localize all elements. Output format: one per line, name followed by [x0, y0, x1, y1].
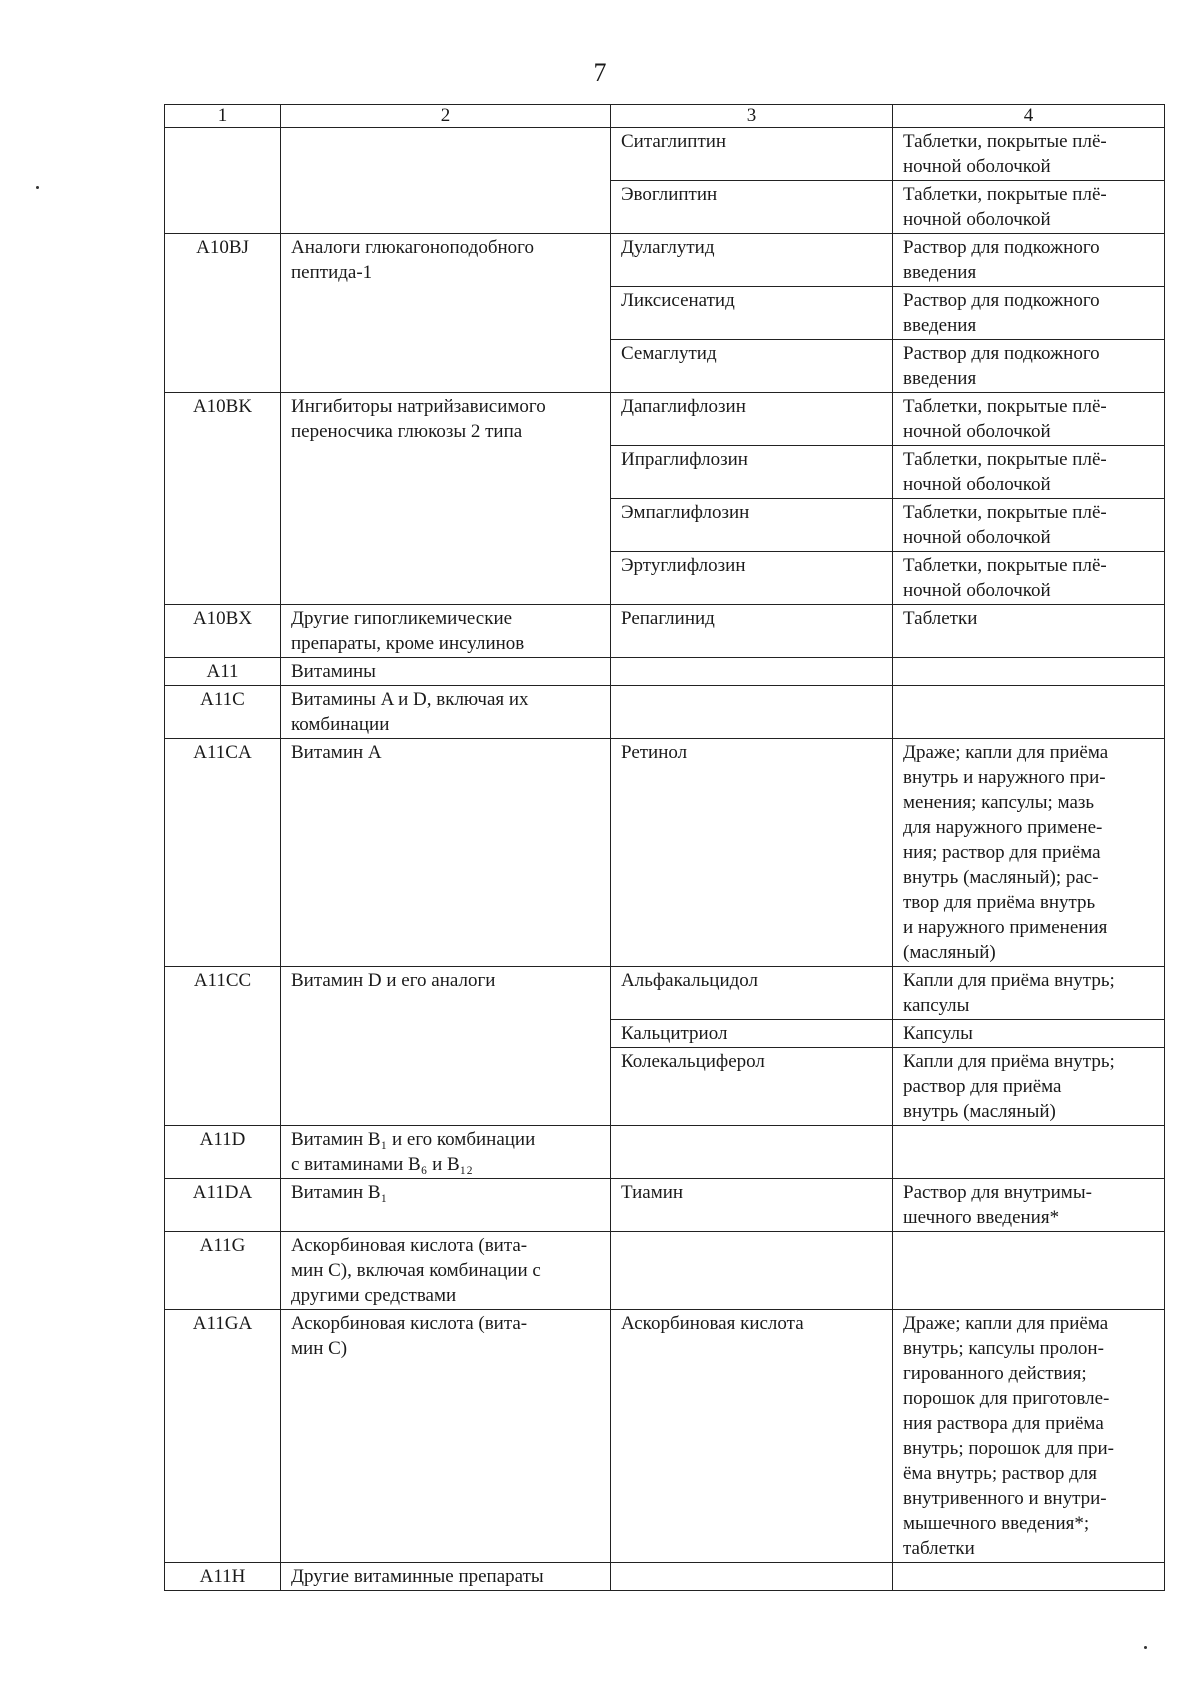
- dosage-form-cell: [893, 1563, 1165, 1591]
- substance-cell: Семаглутид: [611, 340, 893, 393]
- header-cell: 4: [893, 105, 1165, 128]
- header-cell: 3: [611, 105, 893, 128]
- substance-cell: Альфакальцидол: [611, 967, 893, 1020]
- table-row: [165, 1179, 1165, 1232]
- dosage-form-cell: [893, 1126, 1165, 1179]
- dosage-form-cell: [893, 658, 1165, 686]
- atc-code-cell: A11DA: [165, 1179, 281, 1232]
- dosage-form-cell: Капли для приёма внутрь; раствор для приёма внутрь (масляный): [893, 1048, 1165, 1126]
- table-row: [165, 393, 1165, 446]
- substance-cell: Дулаглутид: [611, 234, 893, 287]
- group-name-cell: Витамин А: [281, 739, 611, 967]
- group-name-cell: Другие витаминные препараты: [281, 1563, 611, 1591]
- atc-code-cell: A11GA: [165, 1310, 281, 1563]
- table-row: [165, 1126, 1165, 1179]
- substance-cell: [611, 1126, 893, 1179]
- group-name-cell: Витамин D и его аналоги: [281, 967, 611, 1126]
- dosage-form-cell: Раствор для внутримы- шечного введения*: [893, 1179, 1165, 1232]
- substance-cell: Ипраглифлозин: [611, 446, 893, 499]
- atc-code-cell: A11D: [165, 1126, 281, 1179]
- dosage-form-cell: Таблетки, покрытые плё- ночной оболочкой: [893, 181, 1165, 234]
- group-name-cell: Аскорбиновая кислота (вита- мин С): [281, 1310, 611, 1563]
- atc-code-cell: A11CC: [165, 967, 281, 1126]
- dosage-form-cell: Таблетки, покрытые плё- ночной оболочкой: [893, 393, 1165, 446]
- drug-table: [164, 104, 1165, 1591]
- group-name-cell: Витамины: [281, 658, 611, 686]
- dosage-form-cell: Драже; капли для приёма внутрь; капсулы пролон- гированного действия; порошок для приготовле- ния раствора для приёма внутрь; порошок для при- ёма внутрь; раствор для внутривенного и внутри- мышечного введения*; таблетки: [893, 1310, 1165, 1563]
- dosage-form-cell: Таблетки, покрытые плё- ночной оболочкой: [893, 446, 1165, 499]
- atc-code-cell: A11C: [165, 686, 281, 739]
- dosage-form-cell: Капсулы: [893, 1020, 1165, 1048]
- substance-cell: Колекальциферол: [611, 1048, 893, 1126]
- table-row: [165, 739, 1165, 967]
- substance-cell: Эвоглиптин: [611, 181, 893, 234]
- substance-cell: Репаглинид: [611, 605, 893, 658]
- dosage-form-cell: Раствор для подкожного введения: [893, 340, 1165, 393]
- atc-code-cell: A10BX: [165, 605, 281, 658]
- dosage-form-cell: Драже; капли для приёма внутрь и наружного при- менения; капсулы; мазь для наружного примене- ния; раствор для приёма внутрь (масляный); рас- твор для приёма внутрь и наружного применения (масляный): [893, 739, 1165, 967]
- dosage-form-cell: Таблетки, покрытые плё- ночной оболочкой: [893, 552, 1165, 605]
- page-number: 7: [593, 58, 607, 87]
- group-name-cell: Аналоги глюкагоноподобного пептида-1: [281, 234, 611, 393]
- substance-cell: Ликсисенатид: [611, 287, 893, 340]
- substance-cell: Дапаглифлозин: [611, 393, 893, 446]
- table-row: [165, 686, 1165, 739]
- table-header-row: [165, 105, 1165, 128]
- substance-cell: [611, 686, 893, 739]
- atc-code-cell: A10BK: [165, 393, 281, 605]
- substance-cell: Ретинол: [611, 739, 893, 967]
- group-name-cell: Витамины A и D, включая их комбинации: [281, 686, 611, 739]
- substance-cell: [611, 1232, 893, 1310]
- group-name-cell: Витамин B₁ и его комбинации с витаминами B₆ и B₁₂: [281, 1126, 611, 1179]
- substance-cell: Ситаглиптин: [611, 128, 893, 181]
- group-name-cell: [281, 128, 611, 234]
- scan-speck: [36, 186, 39, 189]
- dosage-form-cell: Раствор для подкожного введения: [893, 234, 1165, 287]
- table-row: [165, 1563, 1165, 1591]
- table-row: [165, 658, 1165, 686]
- substance-cell: Эртуглифлозин: [611, 552, 893, 605]
- substance-cell: Эмпаглифлозин: [611, 499, 893, 552]
- atc-code-cell: A11: [165, 658, 281, 686]
- dosage-form-cell: Таблетки, покрытые плё- ночной оболочкой: [893, 499, 1165, 552]
- dosage-form-cell: Таблетки, покрытые плё- ночной оболочкой: [893, 128, 1165, 181]
- table-row: [165, 967, 1165, 1020]
- header-cell: 1: [165, 105, 281, 128]
- substance-cell: [611, 1563, 893, 1591]
- group-name-cell: Витамин B₁: [281, 1179, 611, 1232]
- scan-speck: [1144, 1646, 1147, 1649]
- dosage-form-cell: Раствор для подкожного введения: [893, 287, 1165, 340]
- table-row: [165, 128, 1165, 181]
- table-row: [165, 234, 1165, 287]
- table-row: [165, 1310, 1165, 1563]
- substance-cell: Тиамин: [611, 1179, 893, 1232]
- substance-cell: [611, 658, 893, 686]
- atc-code-cell: A11G: [165, 1232, 281, 1310]
- dosage-form-cell: [893, 686, 1165, 739]
- substance-cell: Аскорбиновая кислота: [611, 1310, 893, 1563]
- dosage-form-cell: [893, 1232, 1165, 1310]
- atc-code-cell: [165, 128, 281, 234]
- group-name-cell: Другие гипогликемические препараты, кроме инсулинов: [281, 605, 611, 658]
- atc-code-cell: A11H: [165, 1563, 281, 1591]
- dosage-form-cell: Таблетки: [893, 605, 1165, 658]
- table-row: [165, 1232, 1165, 1310]
- dosage-form-cell: Капли для приёма внутрь; капсулы: [893, 967, 1165, 1020]
- substance-cell: Кальцитриол: [611, 1020, 893, 1048]
- group-name-cell: Ингибиторы натрийзависимого переносчика глюкозы 2 типа: [281, 393, 611, 605]
- atc-code-cell: A11CA: [165, 739, 281, 967]
- header-cell: 2: [281, 105, 611, 128]
- group-name-cell: Аскорбиновая кислота (вита- мин С), включая комбинации с другими средствами: [281, 1232, 611, 1310]
- table-row: [165, 605, 1165, 658]
- atc-code-cell: A10BJ: [165, 234, 281, 393]
